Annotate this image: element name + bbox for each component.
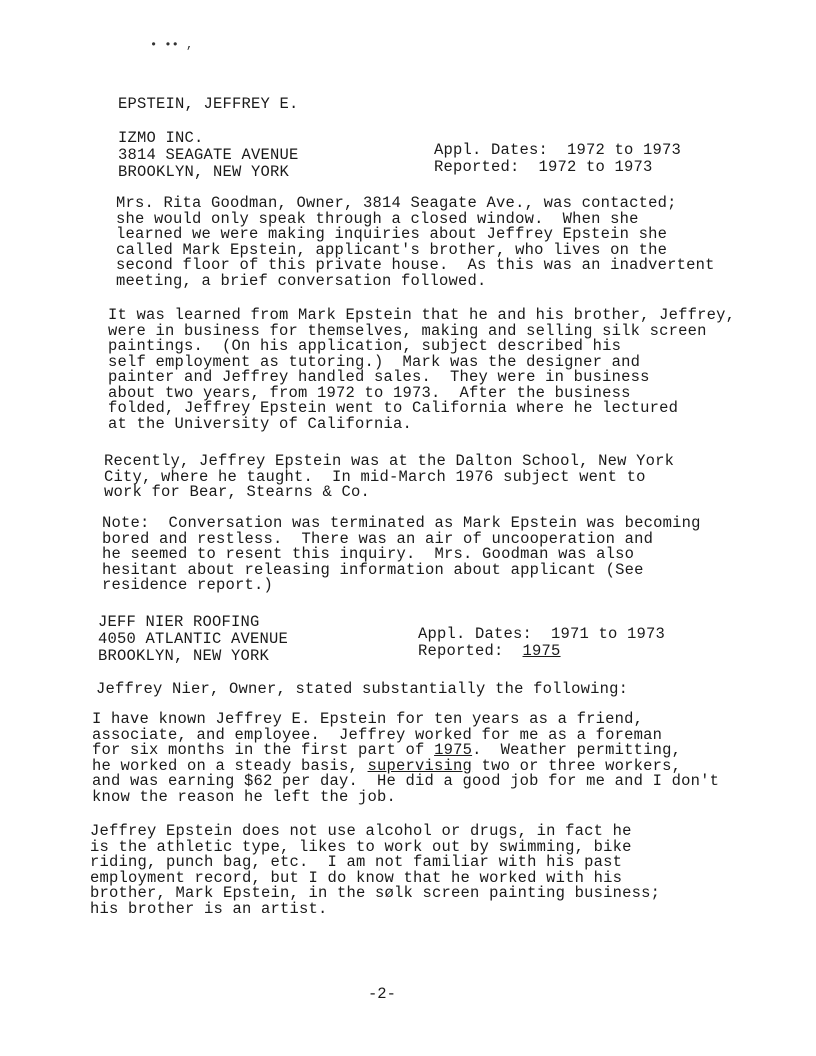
text-line: I have known Jeffrey E. Epstein for ten years as a friend, — [92, 710, 644, 728]
paragraph-goodman-contact — [116, 196, 715, 289]
text-line: meeting, a brief conversation followed. — [116, 271, 487, 290]
text-line: painter and Jeffrey handled sales. They were in business — [108, 368, 650, 386]
text-line: know the reason he left the job. — [92, 787, 397, 806]
text-line: employment record, but I do know that he worked with his — [90, 868, 623, 887]
text-line: City, where he taught. In mid-March 1976 subject went to — [104, 467, 646, 486]
employer-name: JEFF NIER ROOFING — [98, 613, 260, 631]
text-line: work for Bear, Stearns & Co. — [104, 483, 371, 501]
employer-address: 4050 ATLANTIC AVENUE — [98, 630, 289, 648]
text-fragment: he worked on a steady basis, — [92, 756, 368, 775]
paragraph-note — [102, 516, 701, 594]
text-line: paintings. (On his application, subject described his — [108, 337, 622, 355]
reported-label: Reported: — [418, 642, 504, 660]
text-line: residence report.) — [102, 576, 274, 594]
reported-year: 1975 — [522, 642, 561, 660]
text-line: brother, Mark Epstein, in the sølk screen painting business; — [90, 884, 661, 902]
text-line: she would only speak through a closed window. When she — [116, 209, 639, 228]
text-line: second floor of this private house. As this was an inadvertent — [116, 256, 715, 274]
paragraph-nier-statement — [92, 712, 719, 805]
underlined-year: 1975 — [434, 741, 473, 759]
text-line: Note: Conversation was terminated as Mark Epstein was becoming — [102, 514, 701, 532]
employer-name: IZMO INC. — [118, 129, 204, 147]
text-line: were in business for themselves, making and selling silk screen — [108, 321, 707, 340]
paragraph-nier-character — [90, 824, 660, 917]
text-fragment: . Weather permitting, — [472, 741, 682, 759]
underlined-word: supervising — [367, 756, 473, 775]
text-line: Mrs. Rita Goodman, Owner, 3814 Seagate Ave., was contacted; — [116, 194, 677, 212]
text-fragment: for six months in the first part of — [92, 741, 435, 759]
paragraph-dalton-school — [104, 454, 674, 501]
employer-city: BROOKLYN, NEW YORK — [118, 163, 290, 181]
page-number: -2- — [368, 985, 396, 1003]
text-line: is the athletic type, likes to work out by swimming, bike — [90, 837, 632, 856]
text-fragment: two or three workers, — [472, 756, 682, 775]
paragraph-mark-epstein — [108, 308, 735, 432]
text-line: called Mark Epstein, applicant's brother, who lives on the — [116, 240, 668, 259]
text-line: Jeffrey Epstein does not use alcohol or drugs, in fact he — [90, 822, 632, 840]
text-line: riding, punch bag, etc. I am not familiar with his past — [90, 853, 623, 871]
paragraph-nier-statement-intro: Jeffrey Nier, Owner, stated substantially the following: — [96, 680, 629, 698]
application-dates: Appl. Dates: 1971 to 1973 — [418, 625, 666, 643]
subject-name: EPSTEIN, JEFFREY E. — [118, 95, 299, 113]
text-line: learned we were making inquiries about Jeffrey Epstein she — [116, 225, 668, 243]
text-line: bored and restless. There was an air of uncooperation and — [102, 529, 654, 548]
text-line: hesitant about releasing information about applicant (See — [102, 560, 644, 579]
text-line: his brother is an artist. — [90, 899, 328, 918]
text-line: Recently, Jeffrey Epstein was at the Dalton School, New York — [104, 452, 675, 470]
application-dates: Appl. Dates: 1972 to 1973 — [434, 141, 682, 159]
employer-city: BROOKLYN, NEW YORK — [98, 647, 270, 665]
text-line: he seemed to resent this inquiry. Mrs. Goodman was also — [102, 545, 635, 563]
text-line: self employment as tutoring.) Mark was the designer and — [108, 352, 641, 371]
reported-dates: Reported: 1972 to 1973 — [434, 158, 653, 176]
scan-specks-decoration: • •• , — [150, 38, 194, 52]
text-line: and was earning $62 per day. He did a good job for me and I don't — [92, 772, 720, 790]
text-line: at the University of California. — [108, 414, 413, 433]
text-line: It was learned from Mark Epstein that he and his brother, Jeffrey, — [108, 306, 736, 324]
text-line: associate, and employee. Jeffrey worked for me as a foreman — [92, 725, 663, 744]
text-line: folded, Jeffrey Epstein went to California where he lectured — [108, 399, 679, 417]
employer-address: 3814 SEAGATE AVENUE — [118, 146, 299, 164]
text-line: about two years, from 1972 to 1973. After the business — [108, 383, 631, 402]
reported-dates — [418, 643, 561, 660]
